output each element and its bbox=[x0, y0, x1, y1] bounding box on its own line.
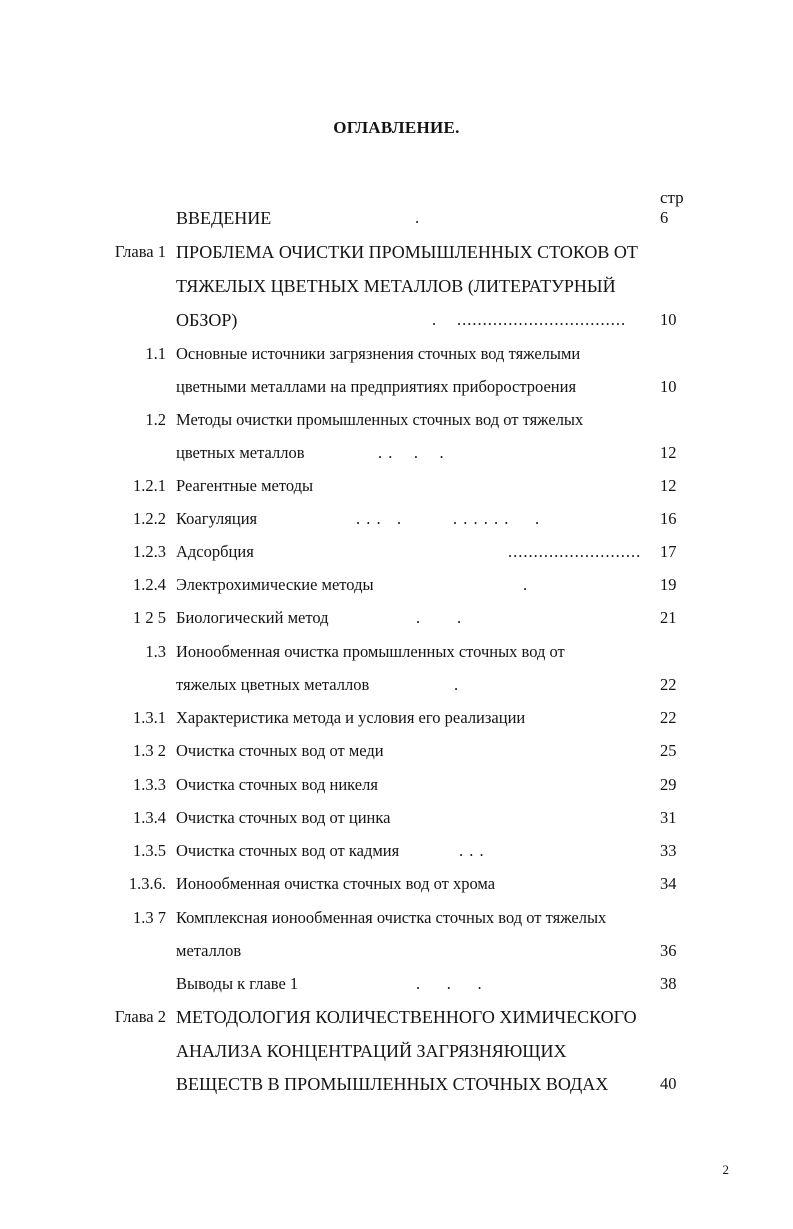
leader-dots: ................................. bbox=[457, 310, 627, 329]
toc-entry-text: Адсорбция bbox=[176, 542, 254, 561]
toc-entry-page: 34 bbox=[660, 874, 677, 893]
toc-entry-number: 1.3 7 bbox=[133, 908, 166, 927]
toc-entry-text: МЕТОДОЛОГИЯ КОЛИЧЕСТВЕННОГО ХИМИЧЕСКОГО bbox=[176, 1007, 637, 1027]
toc-entry-text: Очистка сточных вод от цинка bbox=[176, 808, 391, 827]
toc-entry[interactable] bbox=[0, 208, 793, 234]
toc-entry-number: 1.3 bbox=[145, 642, 166, 661]
toc-entry-page: 12 bbox=[660, 476, 677, 495]
toc-entry-continuation bbox=[0, 310, 793, 336]
toc-entry-continuation bbox=[0, 941, 793, 967]
page-number: 2 bbox=[722, 1162, 729, 1177]
toc-entry-text: ВВЕДЕНИЕ bbox=[176, 208, 272, 228]
toc-entry-text: металлов bbox=[176, 941, 242, 960]
leader-dots: . bbox=[523, 575, 529, 594]
toc-entry[interactable] bbox=[0, 608, 793, 634]
toc-entry-number: 1.3 2 bbox=[133, 741, 166, 760]
toc-entry[interactable] bbox=[0, 708, 793, 734]
toc-entry-number: 1.3.4 bbox=[133, 808, 166, 827]
toc-entry-text: Характеристика метода и условия его реализации bbox=[176, 708, 526, 727]
toc-entry-number: 1.2 bbox=[145, 410, 166, 429]
toc-entry-number: Глава 2 bbox=[114, 1007, 166, 1026]
toc-entry[interactable] bbox=[0, 741, 793, 767]
toc-entry-continuation bbox=[0, 675, 793, 701]
toc-entry-page: 29 bbox=[660, 775, 677, 794]
toc-entry-page: 38 bbox=[660, 974, 677, 993]
toc-entry-number: 1 2 5 bbox=[133, 608, 166, 627]
toc-entry[interactable] bbox=[0, 509, 793, 535]
toc-entry[interactable] bbox=[0, 642, 793, 668]
toc-entry-continuation bbox=[0, 443, 793, 469]
toc-entry[interactable] bbox=[0, 575, 793, 601]
toc-entry-page: 6 bbox=[660, 208, 669, 227]
toc-entry[interactable] bbox=[0, 542, 793, 568]
leader-dots: . bbox=[454, 675, 460, 694]
toc-entry[interactable] bbox=[0, 908, 793, 934]
toc-entry-page: 36 bbox=[660, 941, 677, 960]
toc-title: ОГЛАВЛЕНИЕ. bbox=[333, 118, 460, 137]
toc-entry-continuation bbox=[0, 1041, 793, 1067]
toc-entry-text: Реагентные методы bbox=[176, 476, 314, 495]
toc-entry-continuation bbox=[0, 276, 793, 302]
toc-entry[interactable] bbox=[0, 775, 793, 801]
toc-entry-text: Электрохимические методы bbox=[176, 575, 374, 594]
toc-entry-number: 1.2.4 bbox=[133, 575, 166, 594]
toc-entry-text: ОБЗОР) bbox=[176, 310, 238, 330]
leader-dots: . . . bbox=[416, 974, 483, 993]
toc-entry-page: 19 bbox=[660, 575, 677, 594]
toc-entry-page: 12 bbox=[660, 443, 677, 462]
toc-entry-text: Методы очистки промышленных сточных вод от тяжелых bbox=[176, 410, 584, 429]
leader-dots: . . . . bbox=[356, 509, 403, 528]
toc-entry-page: 33 bbox=[660, 841, 677, 860]
toc-entry-text: цветных металлов bbox=[176, 443, 305, 462]
toc-entry-text: Комплексная ионообменная очистка сточных вод от тяжелых bbox=[176, 908, 607, 927]
toc-entry-number: 1.3.5 bbox=[133, 841, 166, 860]
toc-entry-page: 21 bbox=[660, 608, 677, 627]
leader-dots: . . bbox=[416, 608, 463, 627]
toc-entry-text: Ионообменная очистка сточных вод от хрома bbox=[176, 874, 496, 893]
toc-entry-page: 31 bbox=[660, 808, 677, 827]
toc-entry-text: Ионообменная очистка промышленных сточных вод от bbox=[176, 642, 565, 661]
toc-entry[interactable] bbox=[0, 974, 793, 1000]
toc-entry-page: 17 bbox=[660, 542, 677, 561]
toc-entry-page: 40 bbox=[660, 1074, 677, 1093]
toc-entry[interactable] bbox=[0, 841, 793, 867]
toc-entry-text: Коагуляция bbox=[176, 509, 258, 528]
toc-entry-text: Очистка сточных вод от меди bbox=[176, 741, 384, 760]
toc-entry[interactable] bbox=[0, 410, 793, 436]
toc-entry-text: Основные источники загрязнения сточных вод тяжелыми bbox=[176, 344, 581, 363]
toc-entry-text: Очистка сточных вод никеля bbox=[176, 775, 378, 794]
toc-entry-number: 1.3.3 bbox=[133, 775, 166, 794]
toc-entry-text: АНАЛИЗА КОНЦЕНТРАЦИЙ ЗАГРЯЗНЯЮЩИХ bbox=[176, 1041, 567, 1061]
leader-dots: . bbox=[432, 310, 438, 329]
toc-entry-page: 25 bbox=[660, 741, 677, 760]
leader-dots: . . . . bbox=[378, 443, 445, 462]
toc-entry[interactable] bbox=[0, 476, 793, 502]
toc-entry-text: ПРОБЛЕМА ОЧИСТКИ ПРОМЫШЛЕННЫХ СТОКОВ ОТ bbox=[176, 242, 638, 262]
toc-entry-number: 1.2.2 bbox=[133, 509, 166, 528]
toc-entry-text: тяжелых цветных металлов bbox=[176, 675, 370, 694]
toc-entry-continuation bbox=[0, 1074, 793, 1100]
toc-entry-page: 16 bbox=[660, 509, 677, 528]
toc-entry[interactable] bbox=[0, 1007, 793, 1033]
toc-entry-page: 10 bbox=[660, 377, 677, 396]
leader-dots: . . . bbox=[459, 841, 485, 860]
toc-entry-text: ТЯЖЕЛЫХ ЦВЕТНЫХ МЕТАЛЛОВ (ЛИТЕРАТУРНЫЙ bbox=[176, 276, 616, 296]
toc-entry-text: Биологический метод bbox=[176, 608, 329, 627]
toc-entry[interactable] bbox=[0, 242, 793, 268]
toc-entry-number: Глава 1 bbox=[114, 242, 166, 261]
toc-entry-text: Очистка сточных вод от кадмия bbox=[176, 841, 400, 860]
toc-entry-text: Выводы к главе 1 bbox=[176, 974, 299, 993]
toc-entry-continuation bbox=[0, 377, 793, 403]
toc-entry[interactable] bbox=[0, 874, 793, 900]
toc-entry-text: ВЕЩЕСТВ В ПРОМЫШЛЕННЫХ СТОЧНЫХ ВОДАХ bbox=[176, 1074, 609, 1094]
toc-entry[interactable] bbox=[0, 808, 793, 834]
toc-entry-page: 22 bbox=[660, 708, 677, 727]
toc-entry-number: 1.1 bbox=[145, 344, 166, 363]
toc-entry-number: 1.2.3 bbox=[133, 542, 166, 561]
toc-entry-number: 1.3.1 bbox=[133, 708, 166, 727]
toc-entry-page: 22 bbox=[660, 675, 677, 694]
toc-entry-page: 10 bbox=[660, 310, 677, 329]
toc-entry-number: 1.2.1 bbox=[133, 476, 166, 495]
toc-entry[interactable] bbox=[0, 344, 793, 370]
toc-entry-number: 1.3.6. bbox=[128, 874, 166, 893]
page-column-header: стр bbox=[660, 188, 684, 207]
leader-dots: . . . . . . . bbox=[453, 509, 541, 528]
leader-dots: .......................... bbox=[508, 542, 642, 561]
toc-entry-text: цветными металлами на предприятиях приборостроения bbox=[176, 377, 577, 396]
leader-dots: . bbox=[415, 208, 421, 227]
